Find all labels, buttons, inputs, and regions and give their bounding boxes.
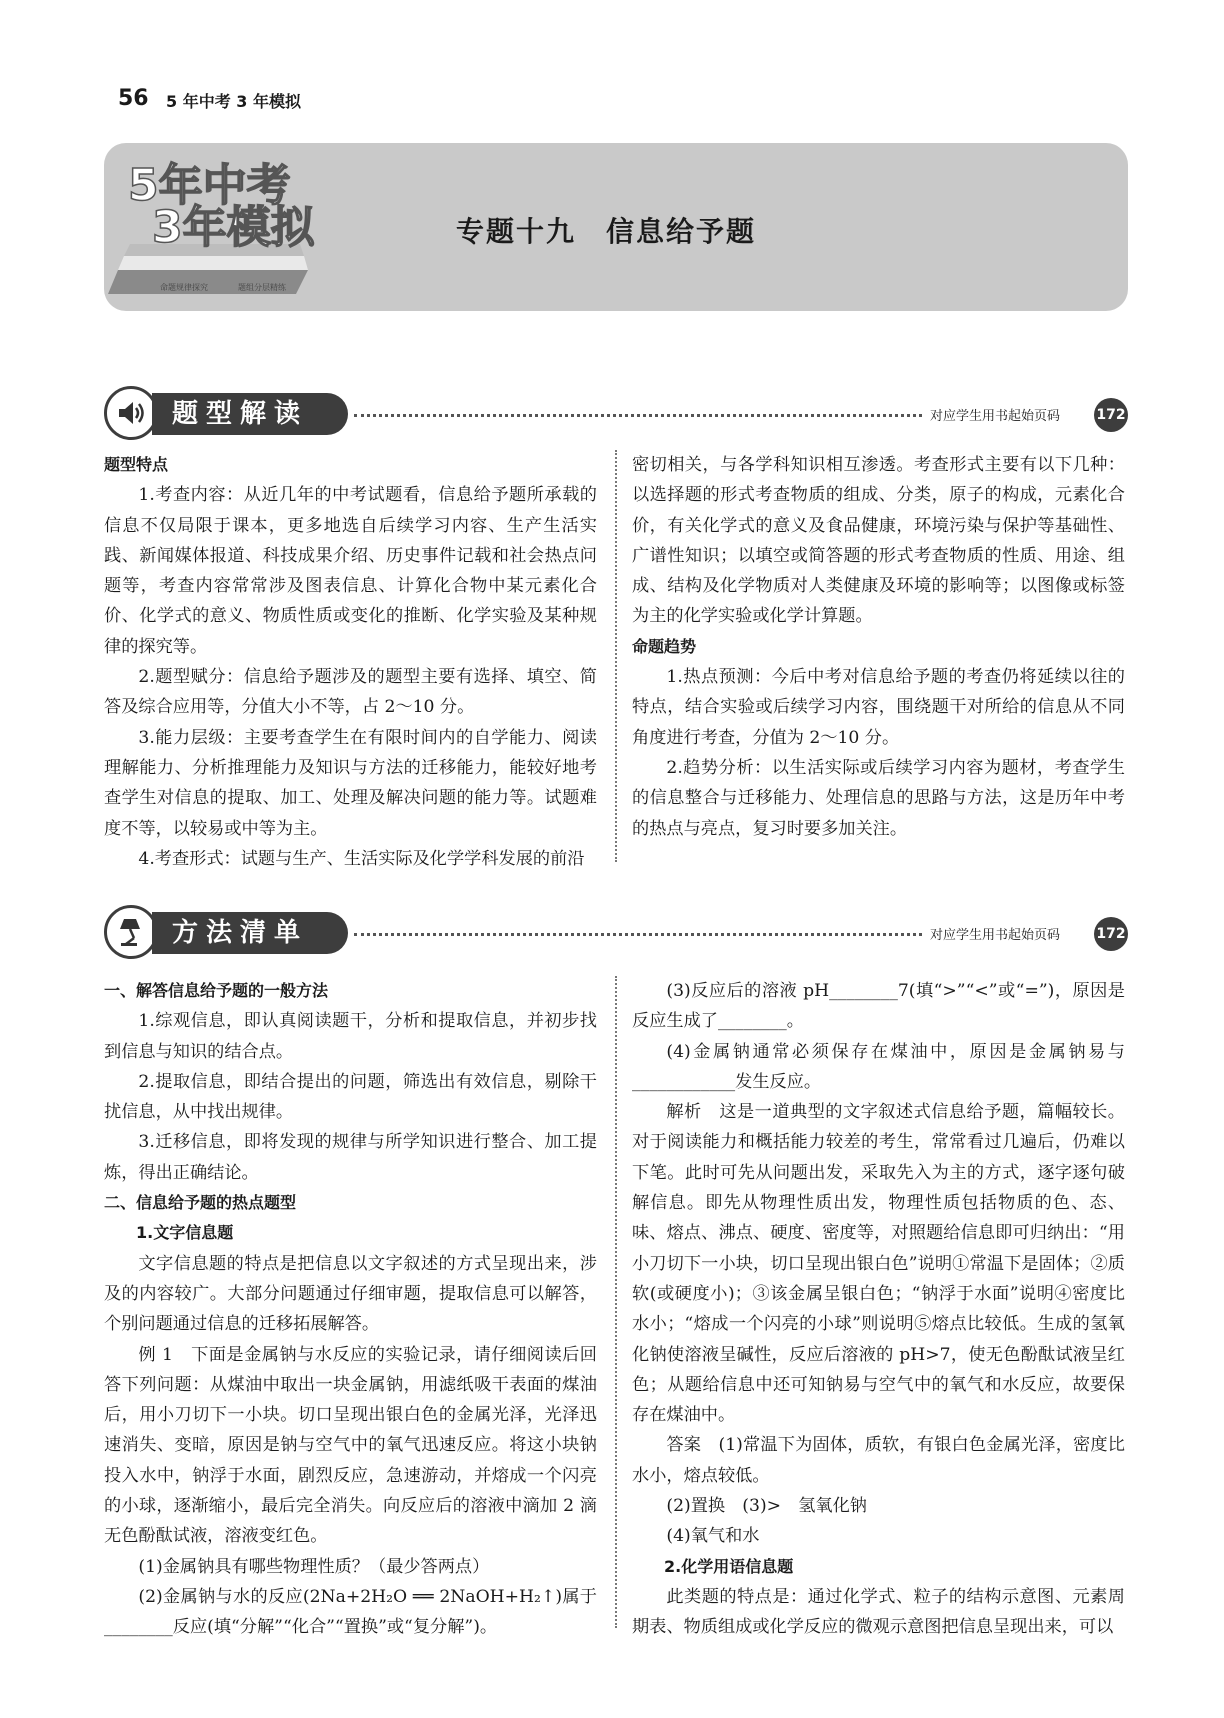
paragraph: (1)金属钠具有哪些物理性质？（最少答两点）	[138, 1556, 490, 1577]
logo-line1: 5年中考	[128, 160, 291, 211]
column-divider	[615, 976, 617, 1628]
page-ref-badge: 172	[1094, 398, 1128, 432]
paragraph: 密切相关，与各学科知识相互渗透。考查形式主要有以下几种：以选择题的形式考查物质的组成、分类，原子的构成，元素化合价，有关化学式的意义及食品健康，环境污染与保护等基础性、广谱性知识；以填空或简答题的形式考查物质的性质、用途、组成、结构及化学物质对人类健康及环境的影响等；以图像或标签为主的化学实验或化学计算题。	[632, 455, 1125, 627]
paragraph: 2.提取信息，即结合提出的问题，筛选出有效信息，剔除干扰信息，从中找出规律。	[104, 1071, 597, 1123]
section2-right-column	[632, 976, 1125, 1643]
page-ref-badge: 172	[1094, 917, 1128, 951]
section-subheading: 命题趋势	[632, 636, 697, 656]
paragraph: (4)氧气和水	[666, 1526, 760, 1547]
page-ref-label: 对应学生用书起始页码	[930, 409, 1061, 424]
section-header-1	[104, 386, 1128, 442]
paragraph: 解析 这是一道典型的文字叙述式信息给予题，篇幅较长。对于阅读能力和概括能力较差的考生，常常看过几遍后，仍难以下笔。此时可先从问题出发，采取先入为主的方式，逐字逐句破解信息。即先从物理性质出发，物理性质包括物质的色、态、味、熔点、沸点、硬度、密度等，对照题给信息即可归纳出：“用小刀切下一小块，切口呈现出银白色”说明①常温下是固体；②质软(或硬度小)；③该金属呈银白色；“钠浮于水面”说明④密度比水小；“熔成一个闪亮的小球”则说明⑤熔点比较低。生成的氢氧化钠使溶液呈碱性，反应后溶液的 pH>7，使无色酚酞试液呈红色；从题给信息中还可知钠易与空气中的氧气和水反应，故要保存在煤油中。	[632, 1102, 1125, 1426]
book-title: 5 年中考 3 年模拟	[166, 92, 301, 111]
paragraph: (2)金属钠与水的反应(2Na+2H₂O ══ 2NaOH+H₂↑)属于________反应(填“分解”“化合”“置换”或“复分解”)。	[104, 1586, 597, 1638]
section-subheading: 题型特点	[104, 455, 169, 474]
section1-right-column	[632, 450, 1125, 844]
paragraph: (3)反应后的溶液 pH________7(填“>”“<”或“=”)，原因是反应生成了________。	[632, 981, 1125, 1032]
paragraph: 例 1 下面是金属钠与水反应的实验记录，请仔细阅读后回答下列问题：从煤油中取出一块金属钠，用滤纸吸干表面的煤油后，用小刀切下一小块。切口呈现出银白色的金属光泽，光泽迅速消失、变暗，原因是钠与空气中的氧气迅速反应。将这小块钠投入水中，钠浮于水面，剧烈反应，急速游动，并熔成一个闪亮的小球，逐渐缩小，最后完全消失。向反应后的溶液中滴加 2 滴无色酚酞试液，溶液变红色。	[104, 1344, 597, 1547]
brand-logo	[108, 152, 318, 302]
paragraph: 2.题型赋分：信息给予题涉及的题型主要有选择、填空、简答及综合应用等，分值大小不等，占 2～10 分。	[104, 667, 597, 718]
paragraph: 此类题的特点是：通过化学式、粒子的结构示意图、元素周期表、物质组成或化学反应的微观示意图把信息呈现出来，可以	[632, 1586, 1125, 1638]
dotted-leader	[354, 414, 922, 417]
section-subheading: 2.化学用语信息题	[664, 1556, 794, 1576]
paragraph: 文字信息题的特点是把信息以文字叙述的方式呈现出来，涉及的内容较广。大部分问题通过仔细审题，提取信息可以解答，个别问题通过信息的迁移拓展解答。	[104, 1253, 597, 1335]
logo-tag2: 题组分层精练	[238, 283, 286, 292]
section-subheading: 二、信息给予题的热点题型	[104, 1193, 297, 1213]
paragraph: 3.能力层级：主要考查学生在有限时间内的自学能力、阅读理解能力、分析推理能力及知识与方法的迁移能力，能较好地考查学生对信息的提取、加工、处理及解决问题的能力等。试题难度不等，以较易或中等为主。	[104, 727, 597, 839]
paragraph: 3.迁移信息，即将发现的规律与所学知识进行整合、加工提炼，得出正确结论。	[104, 1132, 597, 1183]
section1-left-column	[104, 450, 597, 874]
section-title: 题型解读	[152, 393, 348, 435]
section2-left-column	[104, 976, 597, 1643]
page-number: 56	[118, 86, 149, 111]
paragraph: (4)金属钠通常必须保存在煤油中，原因是金属钠易与____________发生反应。	[632, 1041, 1125, 1092]
logo-tag1: 命题规律探究	[160, 283, 208, 292]
speaker-icon	[104, 386, 158, 440]
paragraph: 2.趋势分析：以生活实际或后续学习内容为题材，考查学生的信息整合与迁移能力、处理信息的思路与方法，这是历年中考的热点与亮点，复习时要多加关注。	[632, 757, 1125, 839]
paragraph: 4.考查形式：试题与生产、生活实际及化学学科发展的前沿	[138, 848, 585, 869]
paragraph: 1.综观信息，即认真阅读题干，分析和提取信息，并初步找到信息与知识的结合点。	[104, 1011, 597, 1062]
lamp-icon	[104, 905, 158, 959]
section-subheading: 1.文字信息题	[136, 1223, 234, 1243]
page-ref-label: 对应学生用书起始页码	[930, 928, 1061, 943]
paragraph: 1.热点预测：今后中考对信息给予题的考查仍将延续以往的特点，结合实验或后续学习内容，围绕题干对所给的信息从不同角度进行考查，分值为 2～10 分。	[632, 667, 1125, 748]
paragraph: (2)置换 (3)> 氢氧化钠	[666, 1496, 867, 1517]
paragraph: 答案 (1)常温下为固体，质软，有银白色金属光泽，密度比水小，熔点较低。	[632, 1435, 1125, 1486]
section-header-2	[104, 905, 1128, 961]
dotted-leader	[354, 933, 922, 936]
section-title: 方法清单	[152, 912, 348, 954]
section-subheading: 一、解答信息给予题的一般方法	[104, 981, 329, 1000]
logo-line2: 3年模拟	[152, 202, 315, 253]
column-divider	[615, 450, 617, 862]
topic-title: 专题十九 信息给予题	[456, 215, 757, 248]
paragraph: 1.考查内容：从近几年的中考试题看，信息给予题所承载的信息不仅局限于课本，更多地选自后续学习内容、生产生活实践、新闻媒体报道、科技成果介绍、历史事件记载和社会热点问题等，考查内容常常涉及图表信息、计算化合物中某元素化合价、化学式的意义、物质性质或变化的推断、化学实验及某种规律的探究等。	[104, 485, 597, 657]
